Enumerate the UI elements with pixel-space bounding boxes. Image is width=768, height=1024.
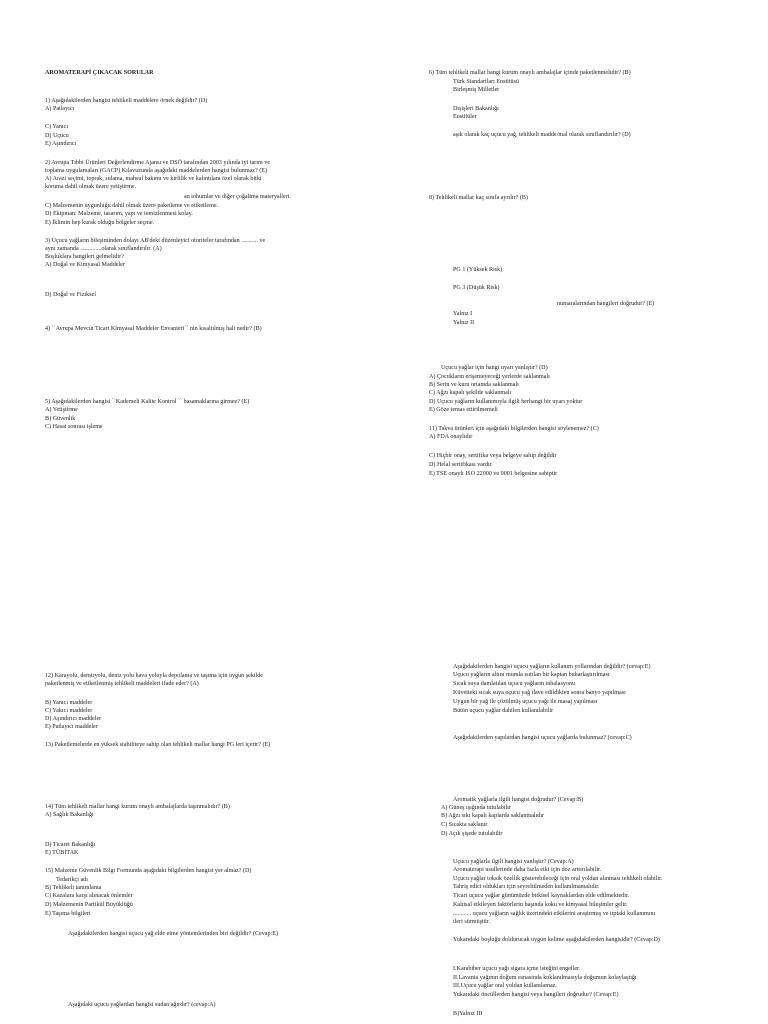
right-line: Uçucu yağlar için hangi uyarı yanlıştır? (D) bbox=[441, 365, 548, 371]
right-line: E) TSE onaylı ISO 22000 ve 9001 belgesine sahiptir bbox=[429, 471, 558, 477]
left-line: C) Yanıcı bbox=[45, 124, 69, 130]
left-line: B) Tehlikeli tanımlama bbox=[45, 885, 102, 891]
left-line: A) Sağlık Bakanlığı bbox=[45, 812, 94, 818]
left-line: aynı zamanda ..............olarak sınıflandırılır. (A) bbox=[45, 246, 162, 252]
right-line: Aromatik yağlarla ilgili hangisi doğrudur? (Cevap:B) bbox=[453, 797, 584, 803]
right-line: 6) Tüm tehlikeli mallar hangi kurum onaylı ambalajlar içinde paketlenmelidir? (B) bbox=[429, 70, 631, 76]
right-line: PG 3 (Düşük Risk) bbox=[453, 285, 500, 291]
left-line: 2) Avrupa Tıbbi Ürünleri Değerlendirme Ajansı ve DSÖ tarafından 2003 yılında iyi tarım ve bbox=[45, 160, 271, 166]
left-line: Aşağıdaki uçucu yağlardan hangisi sudan ağırdır? (cevap:A) bbox=[68, 1002, 216, 1008]
left-line: D) Malzemenin Partikül Büyüklüğü bbox=[45, 902, 133, 908]
right-line: Uçucu yağlar toksik özellik gösterebileceği için oral yoldan alınması tehlikeli olabilir. bbox=[453, 876, 663, 882]
right-line: II.Lavanta yağının doğum esnasında koklanılmasıyla doğumun kolaylaştığı bbox=[453, 975, 637, 981]
left-line: E) Taşıma bilgileri bbox=[45, 911, 91, 917]
left-line: D) Uçucu bbox=[45, 133, 69, 139]
right-line: Bütün uçucu yağlar dahilen kullanılabilir bbox=[453, 708, 554, 714]
left-line: 3) Uçucu yağların bileşiminden dolayı AB'deki düzenleyici otoriteler tarafından ........... ve bbox=[45, 238, 266, 244]
right-line: C) Hiçbir onay, sertifika veya belgeye sahip değildir bbox=[429, 453, 557, 459]
right-line: ileri sürmüştür. bbox=[453, 919, 490, 925]
right-line: 11) Takva ürünleri için aşağıdaki bilgilerden hangisi söylenemez? (C) bbox=[429, 426, 599, 432]
left-line: A) Patlayıcı bbox=[45, 106, 75, 112]
right-line: Küvetteki sıcak suya uçucu yağ ilave edildikten sonra banyo yapılması bbox=[453, 690, 626, 696]
right-line: III.Uçucu yağlar oral yoldan kullanılamaz. bbox=[453, 983, 557, 989]
right-line: D) Helal sertifikası vardır bbox=[429, 462, 492, 468]
right-line: Yalnız I bbox=[453, 311, 473, 317]
right-line: Yukarıdaki boşluğu doldurucak uygun kelime aşağıdakilerden hangisidir? (Cevap:D) bbox=[453, 937, 660, 943]
right-line: D) Uçucu yağların kullanımıyla ilgili herhangi bir uyarı yoktur bbox=[429, 399, 583, 405]
left-line: D) Aşındırıcı maddeler bbox=[45, 716, 102, 722]
left-line: C) Kazalara karşı alınacak önlemler bbox=[45, 893, 133, 899]
right-line: Ticari uçucu yağlar günümüzde bitkisel kaynaklardan elde edilmektedir. bbox=[453, 893, 630, 899]
right-line: Yalnız II bbox=[453, 320, 475, 326]
right-line: D) Açık şişede tutulabilir bbox=[441, 831, 503, 837]
left-line: B) Yanıcı maddeler bbox=[45, 700, 93, 706]
left-line: an tohumlar ve diğer çoğaltma materyalleri. bbox=[184, 194, 291, 200]
right-line: Sıcak suya damlatılan uçucu yağların inhalasyonu bbox=[453, 681, 576, 687]
right-line: Dışişleri Bakanlığı bbox=[453, 106, 499, 112]
right-line: A) Çocukların erişemeyeceği yerlerde saklanmalı bbox=[429, 374, 550, 380]
left-line: D) Ekipman: Malzeme, tasarım, yapı ve temizlenmesi kolay. bbox=[45, 211, 193, 217]
right-line: Türk Standartları Enstitüsü bbox=[453, 79, 520, 85]
right-line: aşık olarak kaç uçucu yağ, tehlikeli madde/mal olarak sınıflandırılır? (D) bbox=[453, 132, 631, 138]
right-line: Uçucu yağlarla ilgili hangisi yanlıştır? (Cevap:A) bbox=[453, 859, 574, 865]
left-line: koruma dahil olmak üzere yetiştirme. bbox=[45, 184, 137, 190]
right-line: Enstitüler bbox=[453, 114, 477, 120]
right-line: A) Güneş ışığında tutulabilir bbox=[441, 805, 511, 811]
left-line: A) Doğal ve Kimyasal Maddeler bbox=[45, 262, 125, 268]
left-line: 12) Karayolu, demiryolu, deniz yolu hava yoluyla depolama ve taşıma için uygun şekilde bbox=[45, 673, 263, 679]
right-line: B) Ağzı sıkı kapalı kaplarda saklanmalıdır bbox=[441, 813, 545, 819]
left-line: 13) Paketlemelerde en yüksek stabiliteye sahip olan tehlikeli mallar hangi PG leri içerir? (E) bbox=[45, 742, 271, 748]
right-line: 8) Tehlikeli mallar kaç sınıfa ayrılır? (B) bbox=[429, 195, 528, 201]
right-line: I.Karabiber uçucu yağı sigara içme isteğini engeller. bbox=[453, 966, 581, 972]
right-line: PG 1 (Yüksek Risk) bbox=[453, 267, 503, 273]
right-line: Tahriş edici oldukları için seyreltilmeden kullanılmamalıdır. bbox=[453, 884, 600, 890]
left-line: 1) Aşağıdakilerden hangisi tehlikeli maddelere örnek değildir? (D) bbox=[45, 98, 208, 104]
left-line: E) Patlayıcı maddeler bbox=[45, 724, 98, 730]
left-line: A) Arazi seçimi, toprak, sulama, mahsul bakımı ve kirlilik ve kalıntılara özel olarak bitki bbox=[45, 176, 262, 182]
left-line: D) Doğal ve Fiziksel bbox=[45, 292, 96, 298]
left-line: paketlenmiş ve etiketlenmiş tehlikeli maddeleri ifade eder? (A) bbox=[45, 681, 199, 687]
right-line: ............ uçucu yağların sağlık üzerindeki etkilerini araştırmış ve tıptaki kullanımını bbox=[453, 911, 656, 917]
left-line: C) Malzemenin uygunluğu dahil olmak üzere paketleme ve etiketleme. bbox=[45, 203, 219, 209]
left-line: C) Hasat sonrası işleme bbox=[45, 424, 103, 430]
right-line: Birleşmiş Milletler bbox=[453, 87, 500, 93]
left-line: A) Yetiştirme bbox=[45, 407, 78, 413]
left-line: Boşluklara hangileri gelmelidir? bbox=[45, 254, 124, 260]
right-line: Kalıtsal etkileyen faktörlerin başında koku ve kimyasal bileşimler gelir. bbox=[453, 902, 628, 908]
left-line: Tedarikçi adı bbox=[56, 877, 88, 883]
right-line: C) Ağzı kapalı şekilde saklanmalı bbox=[429, 390, 512, 396]
right-line: Uçucu yağların altını mumla ısıtılan bir kaptan buharlaştırılması bbox=[453, 672, 610, 678]
right-line: B) Serin ve kuru ortamda saklanmalı bbox=[429, 382, 519, 388]
right-line: Uygun bir yağ ile çözülmüş uçucu yağı ile masaj yapılması bbox=[453, 699, 598, 705]
left-line: 4) ``Avrupa Mevcut Ticari Kimyasal Maddeler Envanteri`` nin kısaltılmış hali nedir? (B) bbox=[45, 326, 262, 332]
page-title: AROMATERAPİ ÇIKACAK SORULAR bbox=[45, 70, 154, 76]
right-line: numaralarından hangileri doğrudur? (E) bbox=[557, 301, 655, 307]
left-line: 15) Malzeme Güvenlik Bilgi Formunda aşağıdaki bilgilerden hangisi yer almaz? (D) bbox=[45, 868, 252, 874]
right-line: Yukarıdaki öncüllerden hangisi veya hangileri doğrudur? (Cevap:E) bbox=[453, 992, 619, 998]
left-line: E) İklimin hep kurak olduğu bölgeler seçme. bbox=[45, 220, 155, 226]
left-line: B) Güvenlik bbox=[45, 416, 76, 422]
right-line: Aromaterapi usullerinde daha fazla etki için doz arttırılabilir. bbox=[453, 867, 602, 873]
right-line: E) Göze temas ettirilmemeli bbox=[429, 407, 498, 413]
right-line: Aşağıdakilerden hangisi uçucu yağların kullanım yollarından değildir? (cevap:E) bbox=[453, 664, 651, 670]
right-line: A) FDA onaylıdır bbox=[429, 434, 473, 440]
right-line: Aşağıdakilerden yapılardan hangisi uçucu yağlarda bulunmaz? (cevap:C) bbox=[453, 735, 632, 741]
left-line: Aşağıdakilerden hangisi uçucu yağ elde etme yöntemlerinden biri değildir? (Cevap:E) bbox=[68, 931, 278, 937]
left-line: D) Ticaret Bakanlığı bbox=[45, 842, 96, 848]
right-line: B)Yalnız III bbox=[453, 1011, 483, 1017]
left-line: C) Yakıcı maddeler bbox=[45, 708, 93, 714]
left-line: toplama uygulamaları (GACP) Kılavuzunda aşağıdaki maddelerden hangisi bulunmaz? (E) bbox=[45, 168, 268, 174]
left-line: 5) Aşağıdakilerden hangisi ``Kademeli Kalite Kontrol `` basamaklarına girmez? (E) bbox=[45, 399, 250, 405]
right-line: C) Sıcakta saklanır bbox=[441, 822, 488, 828]
left-line: 14) Tüm tehlikeli mallar hangi kurum onaylı ambalajlarda taşınmalıdır? (B) bbox=[45, 804, 230, 810]
left-line: E) Aşındırıcı bbox=[45, 141, 77, 147]
left-line: E) TÜBİTAK bbox=[45, 850, 79, 856]
